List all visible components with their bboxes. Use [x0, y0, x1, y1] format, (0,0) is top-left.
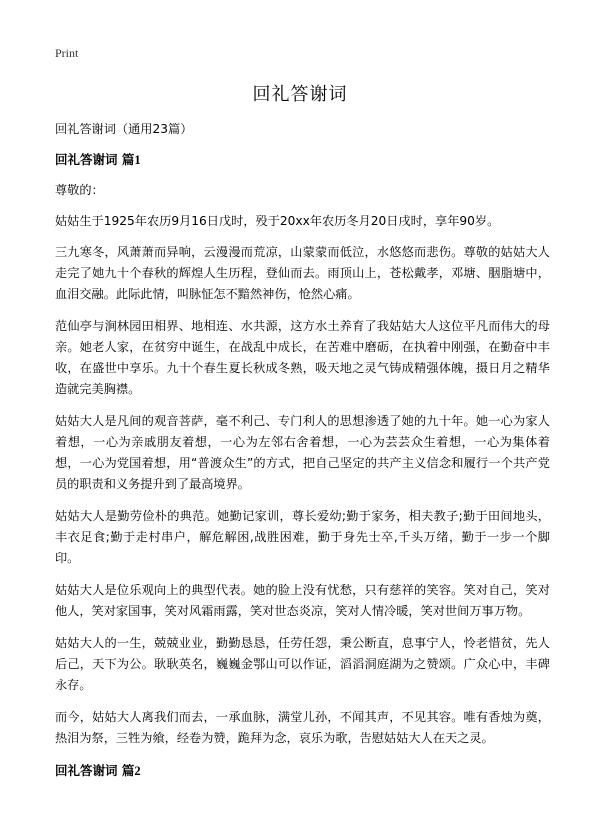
- section-1-heading: [55, 149, 550, 171]
- section-2-heading-text: 回礼答谢词 篇: [55, 763, 135, 778]
- paragraph-3: 范仙亭与涧林园田相界、地相连、水共源，这方水土养育了我姑姑大人这位平凡而伟大的母亲。她老人家，在贫穷中诞生，在战乱中成长，在苦难中磨砺，在执着中刚强，在勤奋中丰收，在盛世中享乐。九十个春生夏长秋成冬熟，吸天地之灵气铸成精强体魄，摄日月之精华造就完美胸襟。: [55, 319, 550, 396]
- paragraph-1: 姑姑生于1925年农历9月16日戊时，殁于20xx年农历冬月20日戌时，享年90岁。: [55, 214, 500, 228]
- print-link[interactable]: Print: [55, 46, 79, 60]
- document-title: 回礼答谢词: [252, 84, 348, 105]
- section-2-heading: [55, 760, 550, 782]
- document-subtitle: 回礼答谢词（通用23篇）: [55, 122, 193, 136]
- paragraph-7: 姑姑大人的一生，兢兢业业，勤勤恳恳，任劳任怨，秉公断直，息事宁人，怜老惜贫，先人后己，天下为公。耿耿英名，巍巍金鄂山可以作证，滔滔洞庭湖为之赞颂。广众心中，丰碑永存。: [55, 636, 550, 692]
- section-2-heading-number: 2: [134, 764, 141, 778]
- paragraph-2: 三九寒冬，风萧萧而异响，云漫漫而荒凉，山蒙蒙而低泣，水悠悠而悲伤。尊敬的姑姑大人走完了她九十个春秋的辉煌人生历程，登仙而去。雨顶山上，苍松戴孝，邓塘、胭脂塘中，血泪交融。此际此情，叫脉怔怎不黯然神伤，怆然心痛。: [55, 245, 550, 301]
- paragraph-5: 姑姑大人是勤劳俭朴的典范。她勤记家训，尊长爱幼;勤于家务，相夫教子;勤于田间地头，丰衣足食;勤于走村串户，解危解困,战胜困难，勤于身先士卒,千头万绪，勤于一步一个脚印。: [55, 509, 550, 565]
- document-body: [55, 119, 550, 791]
- section-1-heading-number: 1: [134, 153, 141, 167]
- paragraph-8: 而今，姑姑大人离我们而去，一承血脉，满堂儿孙，不闻其声，不见其容。唯有香烛为奠，热泪为祭，三牲为飨，经卷为赞，跪拜为念，哀乐为歌，告慰姑姑大人在天之灵。: [55, 710, 550, 745]
- salutation: 尊敬的：: [55, 183, 104, 197]
- section-1-heading-text: 回礼答谢词 篇: [55, 152, 135, 167]
- paragraph-4: 姑姑大人是凡间的观音菩萨，毫不利己、专门利人的思想渗透了她的九十年。她一心为家人着想，一心为亲戚朋友着想，一心为左邻右舍着想，一心为芸芸众生着想，一心为集体着想，一心为党国着想，用“普渡众生”的方式，把自己坚定的共产主义信念和履行一个共产党员的职责和义务提升到了最高境界。: [55, 414, 550, 491]
- paragraph-6: 姑姑大人是位乐观向上的典型代表。她的脸上没有忧愁，只有慈祥的笑容。笑对自己，笑对他人，笑对家国事，笑对风霜雨露，笑对世态炎凉，笑对人情冷暖，笑对世间万事万物。: [55, 583, 550, 618]
